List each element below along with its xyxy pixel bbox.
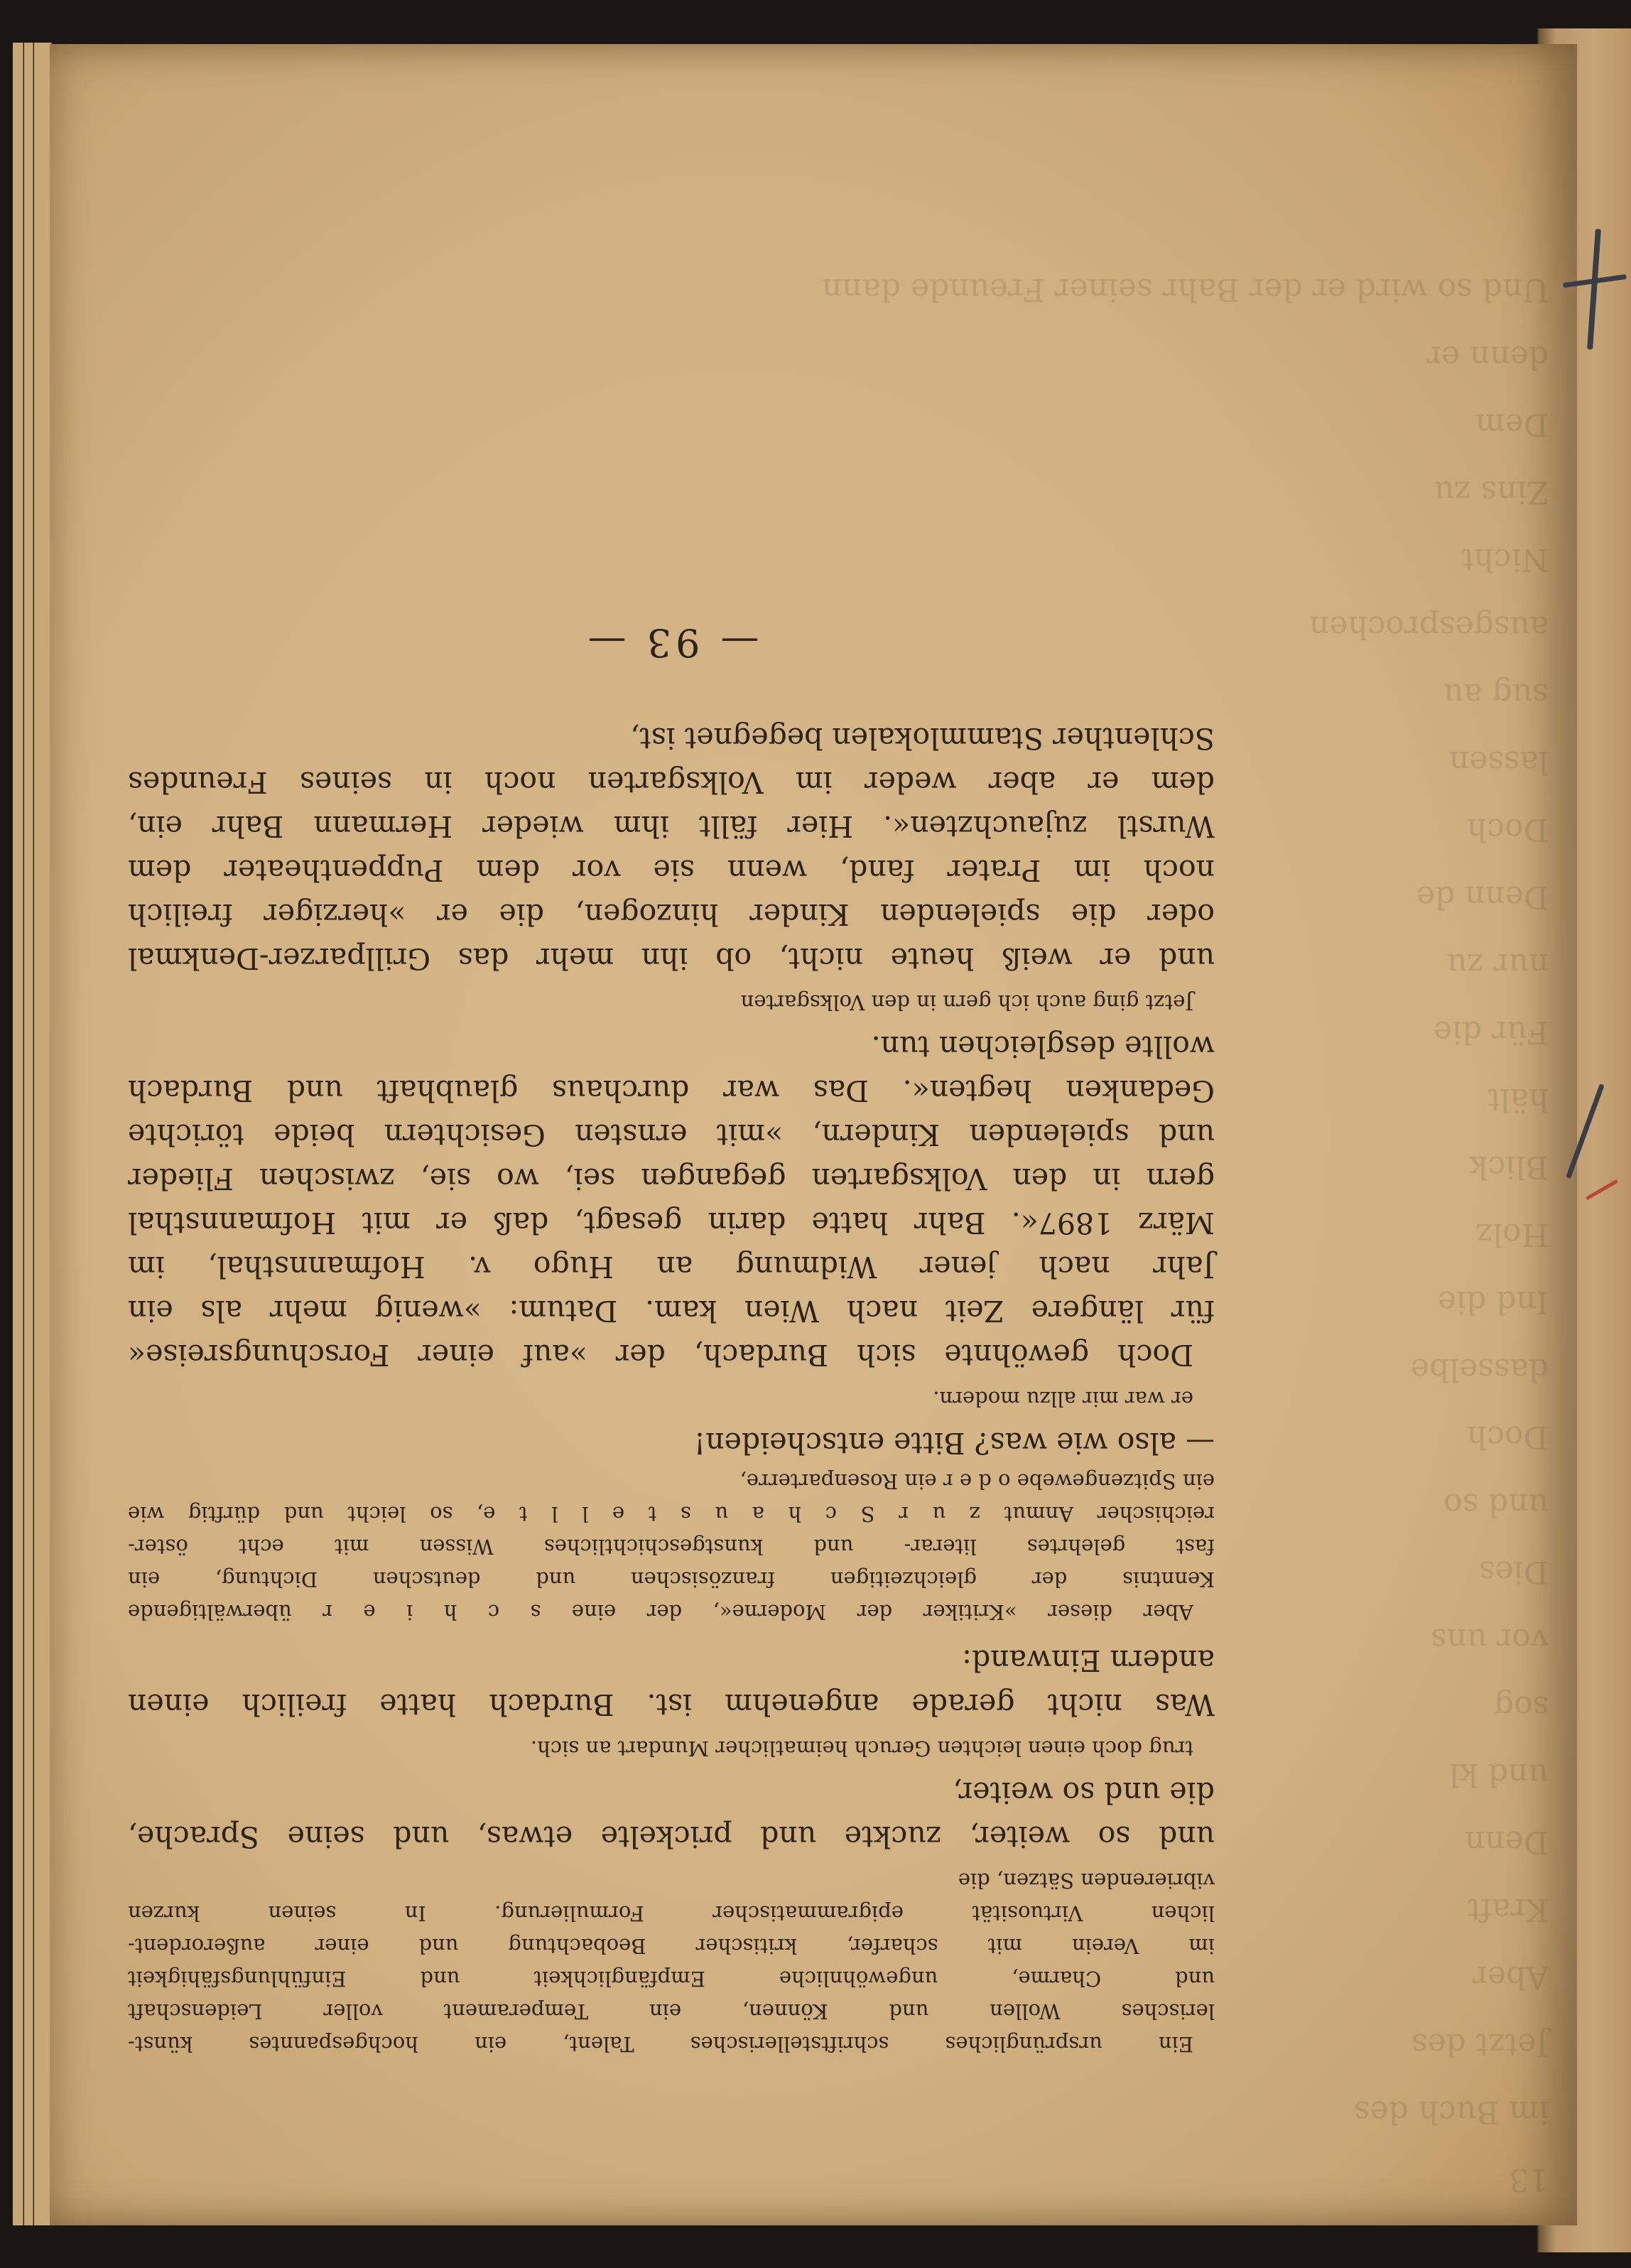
show-through-line: und kl: [1449, 1756, 1549, 1793]
body-line: andern Einwand:: [962, 1643, 1215, 1678]
body-line: Gedanken hegten«. Das war durchaus glaubhaft und Burdach: [128, 1074, 1215, 1108]
show-through-line: sog: [1493, 1689, 1549, 1725]
quote-line: Kenntnis der gleichzeitigen französischen und deutschen Dichtung, ein: [128, 1567, 1215, 1592]
quote-line: reichischer Anmut z u r S c h a u s t e l l t e, so leicht und dürftig wie: [128, 1502, 1215, 1526]
body-line: Doch gewöhnte sich Burdach, der »auf einer Forschungsreise«: [128, 1338, 1193, 1372]
show-through-line: und so: [1443, 1486, 1549, 1523]
body-line: für längere Zeit nach Wien kam. Datum: »wenig mehr als ein: [128, 1294, 1215, 1328]
quote-line: Jetzt ging auch ich gern in den Volksgarten: [740, 990, 1193, 1015]
body-line: dem er aber weder im Volksgarten noch in seines Freundes: [128, 765, 1215, 799]
show-through-line: Doch: [1467, 1419, 1549, 1455]
quote-line: Ein ursprüngliches schriftstellerisches Talent, ein hochgespanntes künst-: [128, 2032, 1193, 2056]
show-through-line: Zins zu: [1434, 474, 1549, 510]
show-through-line: Und so wird er der Bahr seiner Freunde dann: [821, 271, 1549, 308]
show-through-line: ausgesprochen: [1309, 609, 1549, 645]
quote-line: vibrierenden Sätzen, die: [958, 1869, 1215, 1893]
body-line: Wurstl zujauchzten«. Hier fällt ihm wieder Hermann Bahr ein,: [128, 809, 1215, 843]
body-line: und so weiter, zuckte und prickelte etwas, und seine Sprache,: [128, 1820, 1215, 1854]
show-through-line: Doch: [1467, 811, 1549, 848]
show-through-line: Holz: [1475, 1216, 1549, 1253]
show-through-line: Kraft: [1467, 1891, 1549, 1928]
show-through-line: 13: [1509, 2161, 1549, 2198]
show-through-line: dasselbe: [1411, 1351, 1549, 1388]
show-through-line: Für die: [1433, 1014, 1549, 1050]
show-through-line: Dies: [1479, 1554, 1549, 1590]
quote-line: lichen Virtuosität epigrammatischer Formulierung. In seinen kurzen: [128, 1901, 1215, 1926]
body-line: Schlenther Stammlokalen begegnet ist,: [630, 721, 1215, 755]
show-through-line: Denn: [1465, 1824, 1549, 1860]
quote-line: Aber dieser »Kritiker der Moderne«, der eine s c h i e r überwältigende: [128, 1600, 1193, 1624]
body-line: noch im Prater fand, wenn sie vor dem Puppentheater dem: [128, 853, 1215, 887]
show-through-line: Nicht: [1461, 541, 1549, 578]
upside-down-text-area: [50, 44, 1577, 2225]
page-edge: [13, 43, 23, 2225]
quote-line: und Charme, ungewöhnliche Empfänglichkeit und Einfühlungsfähigkeit: [128, 1967, 1215, 1991]
text-block: [128, 620, 1215, 2061]
quote-line: im Verein mit scharfer, kritischer Beobachtung und einer außerordent-: [128, 1934, 1215, 1958]
quote-line: er war mir allzu modern.: [933, 1387, 1193, 1411]
body-line: die und so weiter,: [953, 1776, 1215, 1810]
quote-line: ein Spitzengewebe o d e r ein Rosenparterre,: [739, 1469, 1215, 1494]
show-through-line: lassen: [1449, 744, 1549, 780]
body-line: Jahr nach jener Widmung an Hugo v. Hofmannsthal, im: [128, 1250, 1215, 1284]
show-through-line: Aber: [1472, 1959, 1549, 1995]
show-through-line: im Buch des: [1353, 2094, 1549, 2130]
show-through-line: Ind die: [1437, 1284, 1549, 1320]
show-through-line: Blick: [1469, 1149, 1549, 1185]
show-through-line: sug au: [1443, 676, 1549, 713]
quote-line: lerisches Wollen und Können, ein Temperament voller Leidenschaft: [128, 1999, 1215, 2024]
show-through-line: Jetzt des: [1411, 2026, 1549, 2063]
show-through-line: Dem: [1475, 406, 1549, 443]
body-line: und spielenden Kindern, »mit ernsten Gesichtern beide törichte: [128, 1118, 1215, 1152]
body-line: März 1897«. Bahr hatte darin gesagt, daß er mit Hofmannsthal: [128, 1206, 1215, 1240]
body-line: gern in den Volksgarten gegangen sei, wo sie, zwischen Flieder: [128, 1162, 1215, 1196]
show-through-line: denn er: [1426, 339, 1549, 375]
show-through-line: nur zu: [1446, 946, 1549, 983]
show-through-line: vor uns: [1431, 1621, 1549, 1658]
body-line: Was nicht gerade angenehm ist. Burdach hatte freilich einen: [128, 1688, 1215, 1722]
page-sheet: [50, 44, 1577, 2225]
show-through-line: hält: [1487, 1081, 1549, 1118]
body-line: oder die spielenden Kinder hinzogen, die er »herziger freilich: [128, 897, 1215, 932]
body-line: — also wie was? Bitte entscheiden!: [693, 1426, 1215, 1460]
quote-line: trug doch einen leichten Geruch heimatlicher Mundart an sich.: [530, 1737, 1193, 1761]
show-through-line: Denn de: [1416, 879, 1549, 915]
body-line: und er weiß heute nicht, ob ihn mehr das Grillparzer-Denkmal: [128, 941, 1215, 976]
page-number: — 93 —: [583, 620, 759, 665]
quote-line: fast gelehrtes literar- und kunstgeschichtliches Wissen mit echt öster-: [128, 1535, 1215, 1559]
body-line: wollte desgleichen tun.: [871, 1030, 1215, 1064]
page-edge: [24, 43, 33, 2225]
